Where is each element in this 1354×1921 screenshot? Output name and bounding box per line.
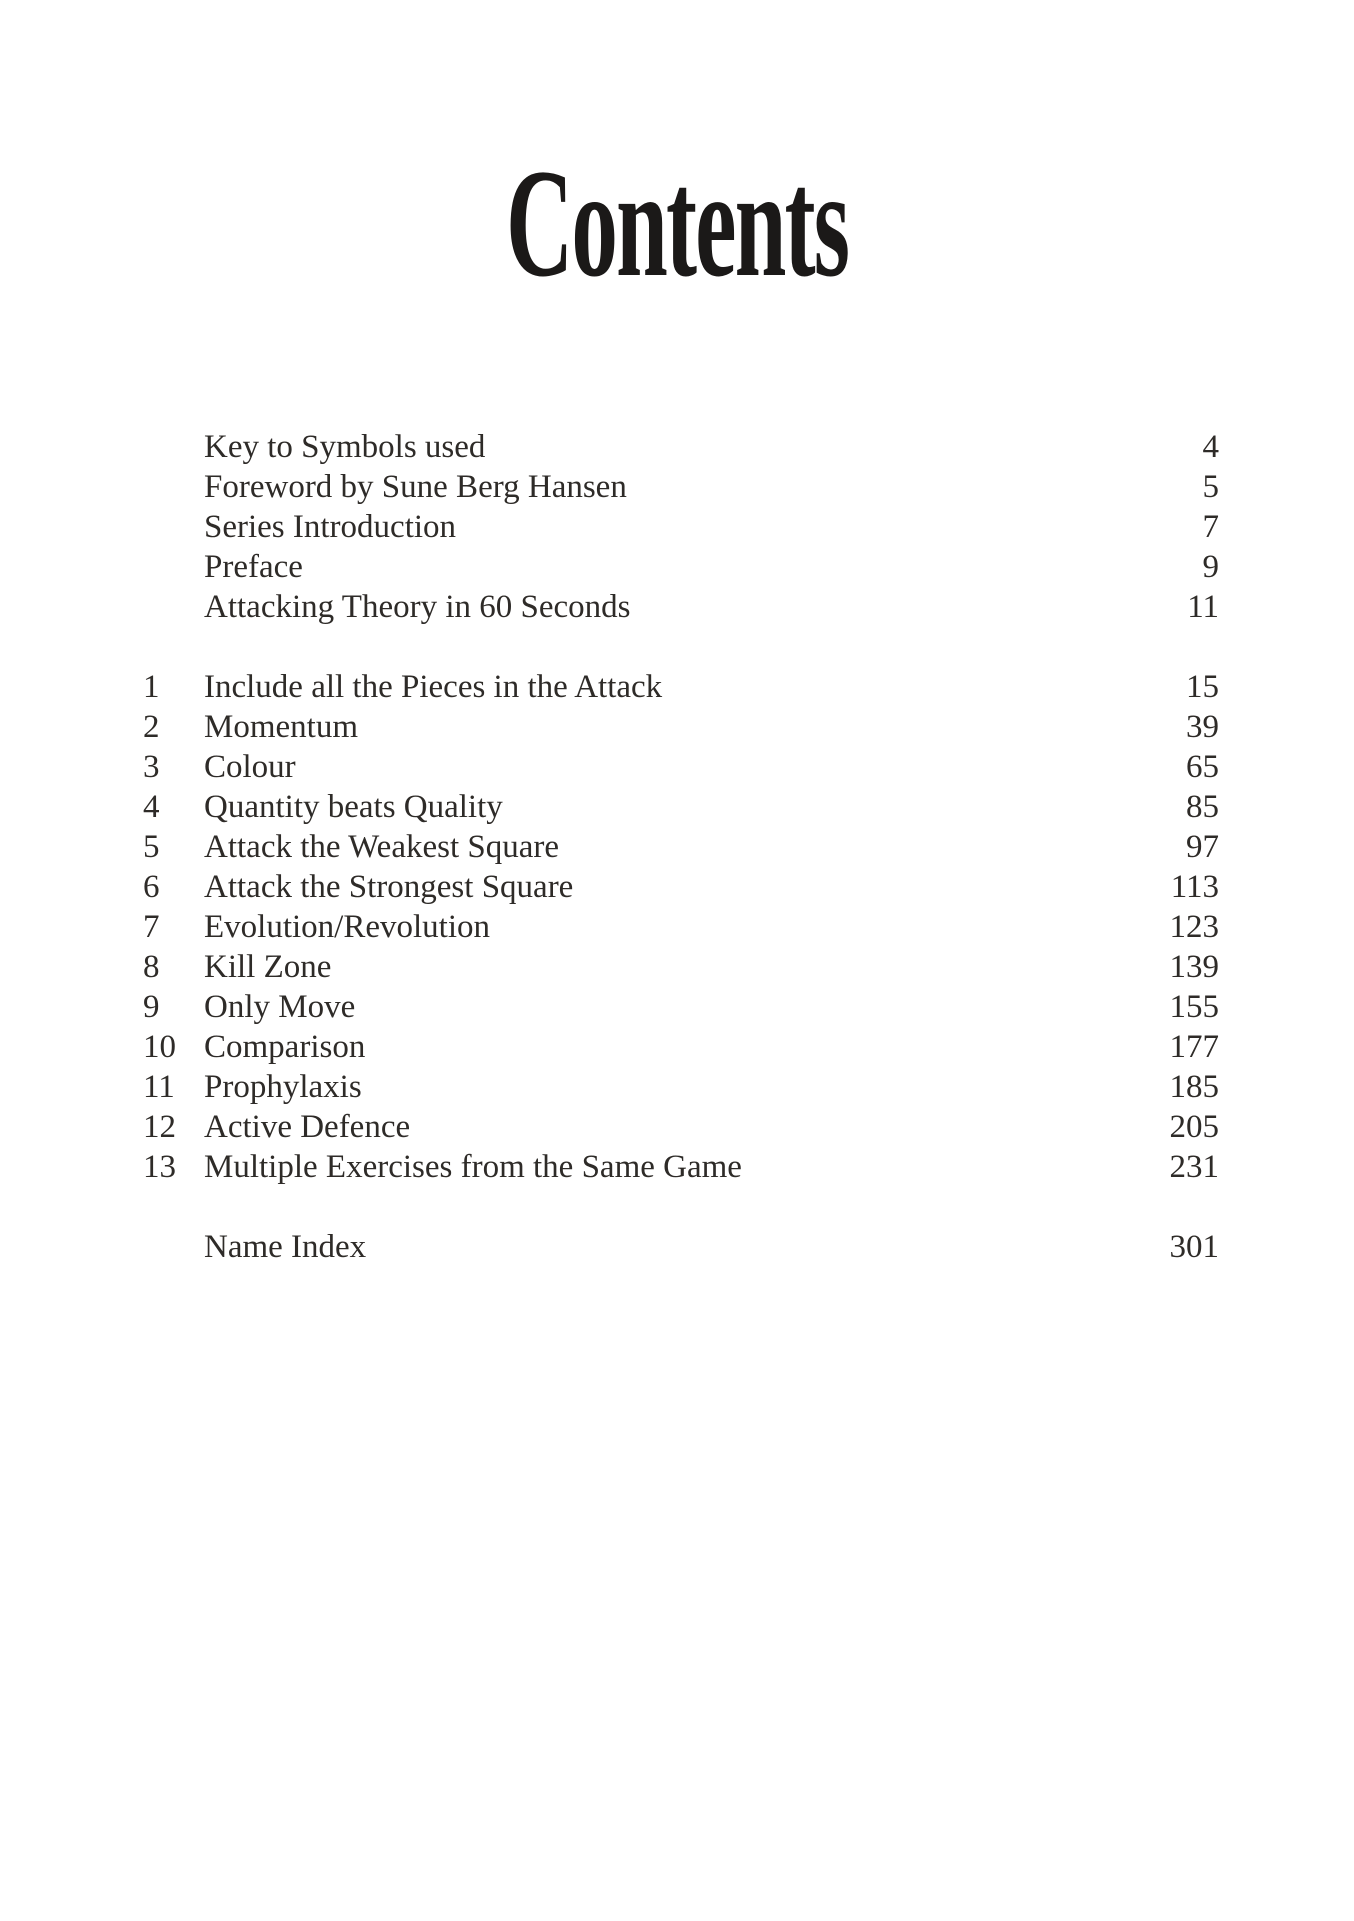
entry-page-number: 11 (1187, 589, 1219, 625)
chapter-number: 12 (143, 1109, 176, 1145)
entry-title: Prophylaxis (204, 1069, 362, 1105)
entry-page-number: 205 (1169, 1109, 1219, 1145)
chapter-number: 5 (143, 829, 160, 865)
entry-title: Attacking Theory in 60 Seconds (204, 589, 631, 625)
toc-entry-row (143, 587, 1219, 627)
chapter-number: 4 (143, 789, 160, 825)
entry-title: Only Move (204, 989, 356, 1025)
toc-entry-row (143, 827, 1219, 867)
toc-entry-row (143, 1227, 1219, 1267)
chapter-number: 6 (143, 869, 160, 905)
chapter-number: 10 (143, 1029, 176, 1065)
entry-page-number: 5 (1202, 469, 1219, 505)
toc-entry-row (143, 467, 1219, 507)
entry-page-number: 15 (1186, 669, 1219, 705)
front-matter-group (143, 427, 1219, 627)
entry-page-number: 177 (1169, 1029, 1219, 1065)
entry-title: Active Defence (204, 1109, 411, 1145)
toc-entry-row (143, 667, 1219, 707)
entry-title: Quantity beats Quality (204, 789, 503, 825)
table-of-contents (143, 427, 1219, 1267)
entry-title: Multiple Exercises from the Same Game (204, 1149, 742, 1185)
chapter-number: 7 (143, 909, 160, 945)
entry-page-number: 185 (1169, 1069, 1219, 1105)
toc-entry-row (143, 947, 1219, 987)
chapter-number: 8 (143, 949, 160, 985)
chapter-number: 11 (143, 1069, 175, 1105)
entry-title: Attack the Weakest Square (204, 829, 560, 865)
toc-entry-row (143, 507, 1219, 547)
toc-entry-row (143, 707, 1219, 747)
entry-page-number: 65 (1186, 749, 1219, 785)
toc-entry-row (143, 1107, 1219, 1147)
entry-title: Include all the Pieces in the Attack (204, 669, 663, 705)
entry-page-number: 231 (1169, 1149, 1219, 1185)
entry-title: Name Index (204, 1229, 367, 1265)
chapter-number: 13 (143, 1149, 176, 1185)
toc-entry-row (143, 747, 1219, 787)
entry-title: Key to Symbols used (204, 429, 486, 465)
back-matter-group (143, 1227, 1219, 1267)
chapter-number: 3 (143, 749, 160, 785)
entry-title: Momentum (204, 709, 358, 745)
entry-title: Kill Zone (204, 949, 332, 985)
entry-title: Preface (204, 549, 303, 585)
page-title-container (0, 137, 1354, 309)
chapter-number: 1 (143, 669, 160, 705)
entry-page-number: 4 (1202, 429, 1219, 465)
entry-page-number: 85 (1186, 789, 1219, 825)
toc-entry-row (143, 907, 1219, 947)
toc-entry-row (143, 427, 1219, 467)
chapter-number: 2 (143, 709, 160, 745)
entry-title: Series Introduction (204, 509, 457, 545)
entry-page-number: 301 (1169, 1229, 1219, 1265)
toc-entry-row (143, 1027, 1219, 1067)
entry-page-number: 39 (1186, 709, 1219, 745)
entry-title: Attack the Strongest Square (204, 869, 574, 905)
toc-entry-row (143, 867, 1219, 907)
page-title: Contents (505, 137, 849, 309)
toc-entry-row (143, 547, 1219, 587)
entry-page-number: 97 (1186, 829, 1219, 865)
chapter-number: 9 (143, 989, 160, 1025)
entry-page-number: 123 (1169, 909, 1219, 945)
entry-title: Foreword by Sune Berg Hansen (204, 469, 627, 505)
entry-page-number: 155 (1169, 989, 1219, 1025)
chapters-group (143, 667, 1219, 1187)
entry-page-number: 7 (1202, 509, 1219, 545)
toc-entry-row (143, 787, 1219, 827)
toc-entry-row (143, 987, 1219, 1027)
entry-title: Evolution/Revolution (204, 909, 490, 945)
toc-entry-row (143, 1067, 1219, 1107)
entry-page-number: 113 (1170, 869, 1219, 905)
toc-entry-row (143, 1147, 1219, 1187)
entry-title: Colour (204, 749, 296, 785)
entry-page-number: 139 (1169, 949, 1219, 985)
entry-page-number: 9 (1202, 549, 1219, 585)
entry-title: Comparison (204, 1029, 366, 1065)
